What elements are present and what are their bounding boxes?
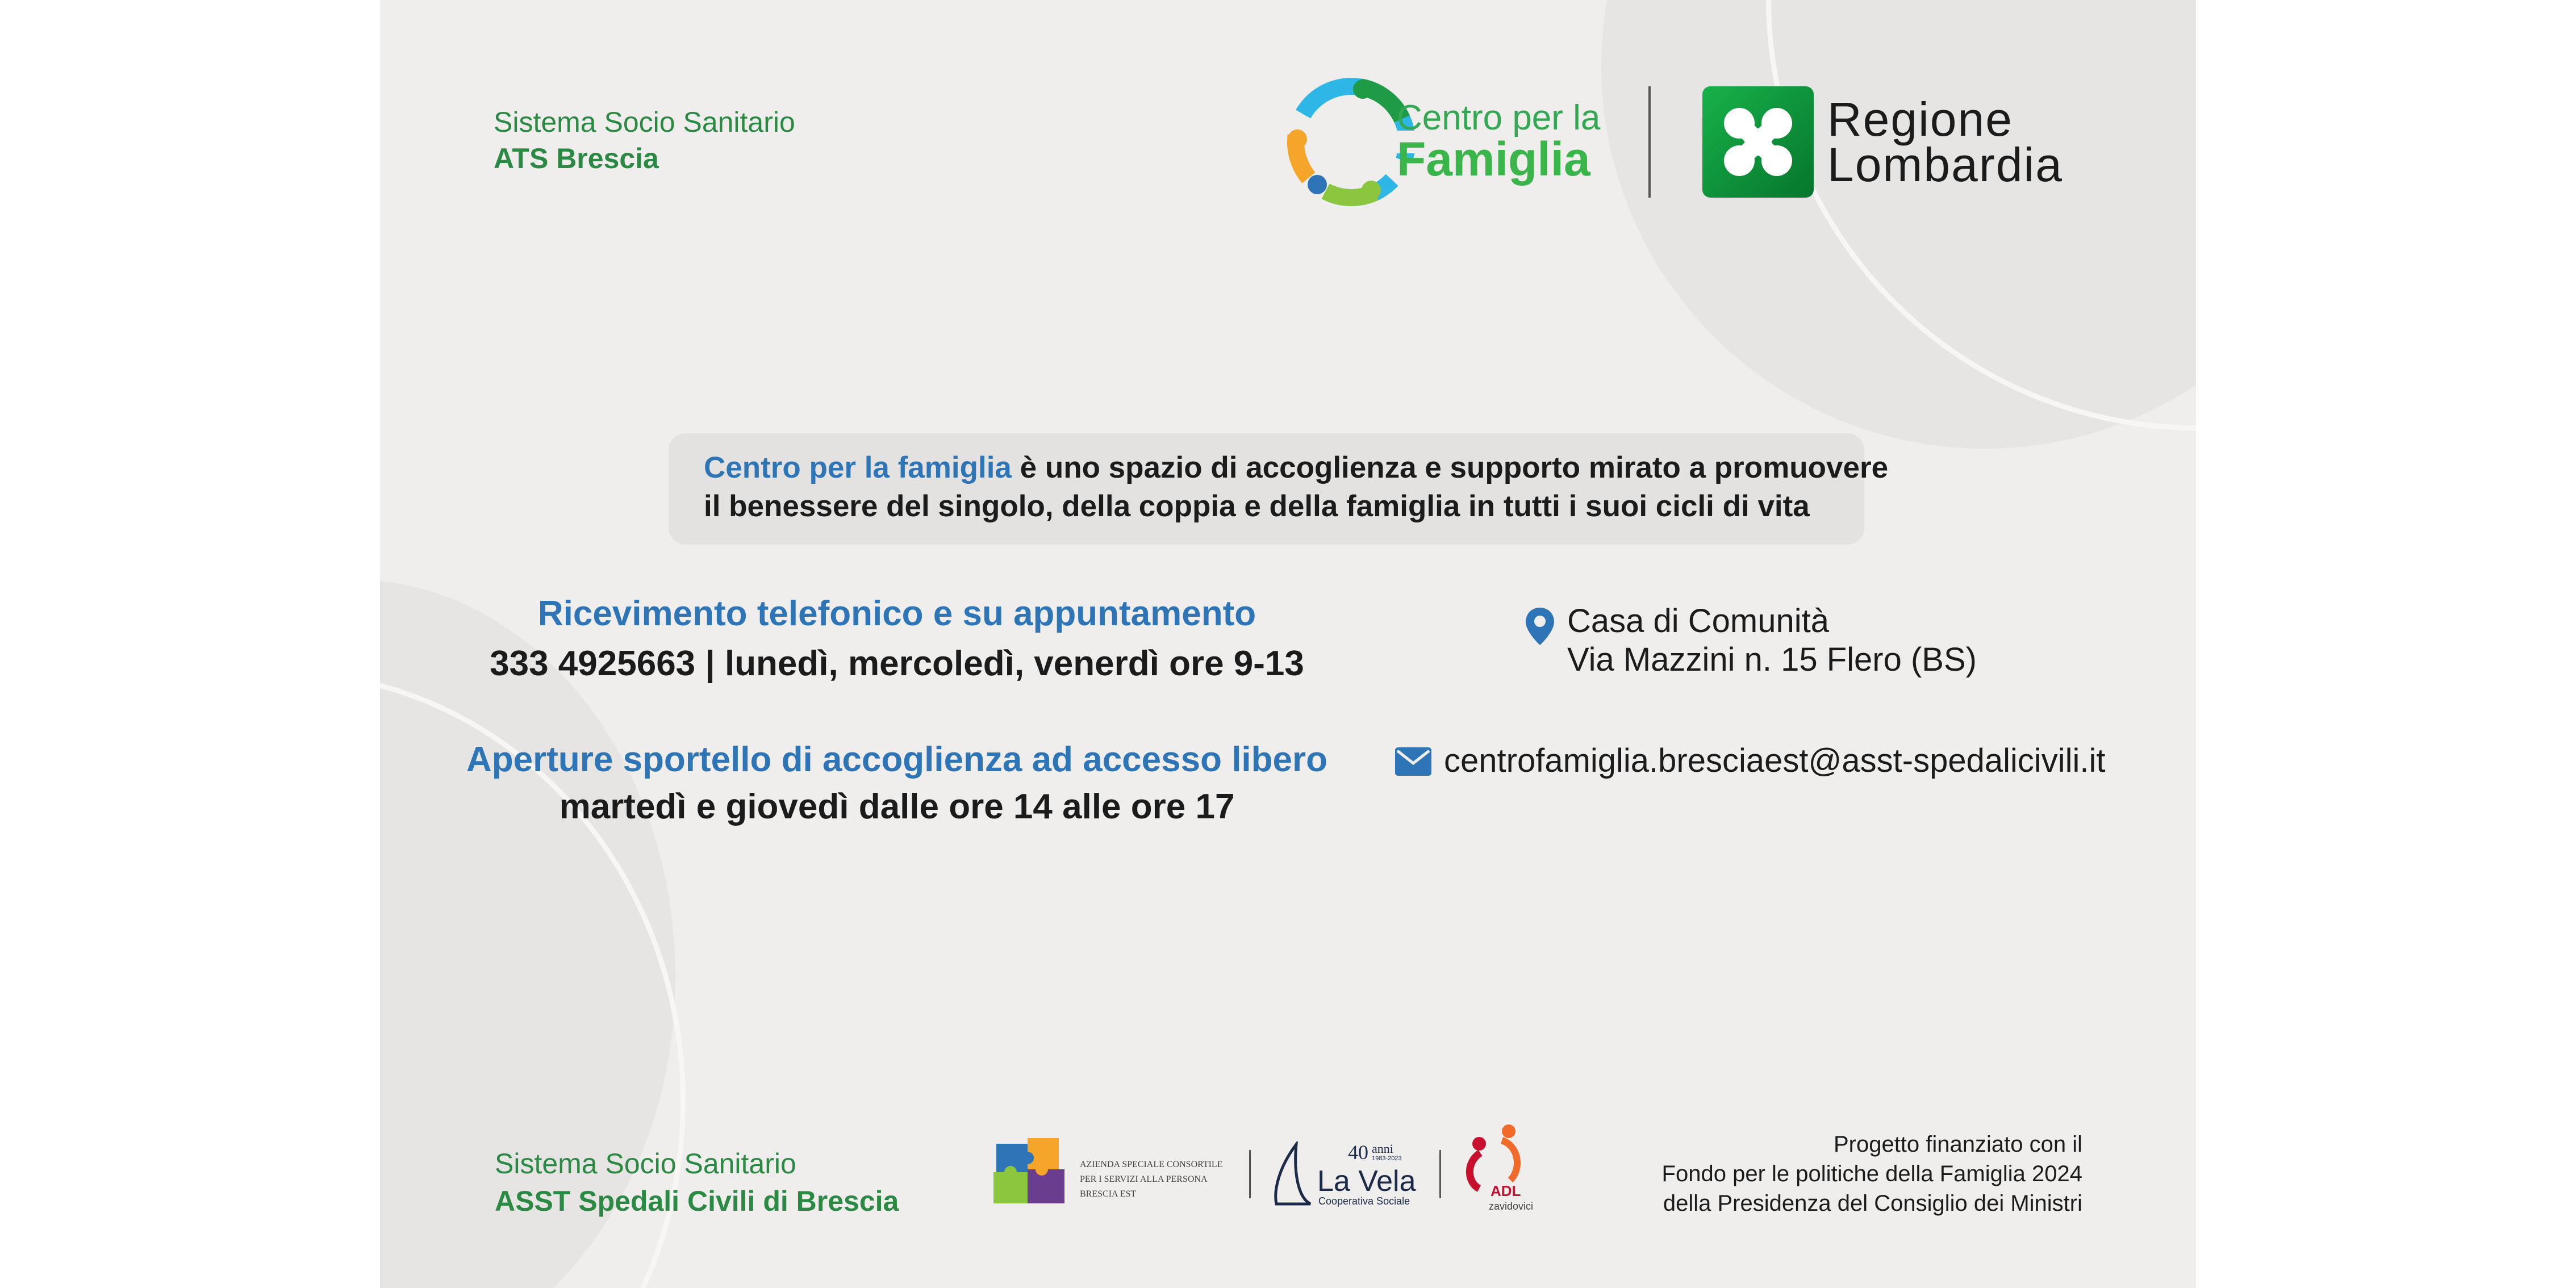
ats-line2: ATS Brescia — [494, 143, 659, 174]
la-vela-sail-icon — [1271, 1141, 1316, 1207]
footer-divider-1 — [1249, 1150, 1251, 1198]
adl-text: ADL — [1491, 1182, 1521, 1199]
funding-line2: Fondo per le politiche della Famiglia 2024 — [1661, 1161, 2082, 1186]
la-vela-anniversary: 40 — [1348, 1141, 1368, 1164]
azienda-text-line2: PER I SERVIZI ALLA PERSONA — [1080, 1174, 1208, 1184]
ats-line1: Sistema Socio Sanitario — [494, 106, 795, 138]
azienda-text-line1: AZIENDA SPECIALE CONSORTILE — [1080, 1160, 1223, 1169]
intro-text-line2: il benessere del singolo, della coppia e della famiglia in tutti i suoi cicli di vita — [704, 490, 1810, 523]
adl-logo-icon — [1462, 1123, 1525, 1191]
poster — [380, 0, 2196, 1288]
adl-sub: zavidovici — [1489, 1201, 1534, 1212]
centro-famiglia-logo-line1: Centro per la — [1397, 98, 1601, 137]
address-line1: Casa di Comunità — [1567, 603, 1829, 639]
la-vela-anni: anni — [1372, 1141, 1393, 1156]
location-pin-icon — [1525, 607, 1555, 646]
centro-famiglia-logo-line2: Famiglia — [1397, 132, 1590, 186]
regione-logo-line2: Lombardia — [1827, 138, 2063, 191]
address-line2: Via Mazzini n. 15 Flero (BS) — [1567, 641, 1977, 678]
la-vela-name: La Vela — [1317, 1165, 1416, 1198]
logo-divider — [1648, 86, 1651, 198]
intro-text-line1 — [704, 450, 1888, 485]
email-address[interactable]: centrofamiglia.bresciaest@asst-spedalicivili.it — [1444, 742, 2106, 779]
regione-lombardia-logo-icon — [1702, 86, 1814, 198]
funding-line3: della Presidenza del Consiglio dei Ministri — [1663, 1191, 2082, 1216]
puzzle-logo-icon — [993, 1138, 1067, 1206]
asst-line2: ASST Spedali Civili di Brescia — [495, 1185, 899, 1217]
la-vela-years: 1983-2023 — [1372, 1155, 1402, 1162]
intro-box — [669, 433, 1889, 545]
azienda-text-line3: BRESCIA EST — [1080, 1189, 1137, 1199]
desk-line: martedì e giovedì dalle ore 14 alle ore 17 — [559, 787, 1235, 826]
phone-title: Ricevimento telefonico e su appuntamento — [537, 594, 1256, 633]
intro-text1: è uno spazio di accoglienza e supporto mirato a promuovere — [1011, 451, 1889, 484]
funding-line1: Progetto finanziato con il — [1833, 1132, 2082, 1157]
email-icon — [1395, 747, 1431, 776]
regione-logo-line1: Regione — [1827, 93, 2013, 146]
la-vela-sub: Cooperativa Sociale — [1318, 1195, 1410, 1207]
asst-line1: Sistema Socio Sanitario — [495, 1148, 796, 1180]
intro-highlight: Centro per la famiglia — [704, 451, 1012, 484]
phone-line: 333 4925663 | lunedì, mercoledì, venerdì ore 9-13 — [490, 644, 1304, 683]
footer-divider-2 — [1439, 1150, 1441, 1198]
desk-title: Aperture sportello di accoglienza ad accesso libero — [466, 740, 1328, 779]
